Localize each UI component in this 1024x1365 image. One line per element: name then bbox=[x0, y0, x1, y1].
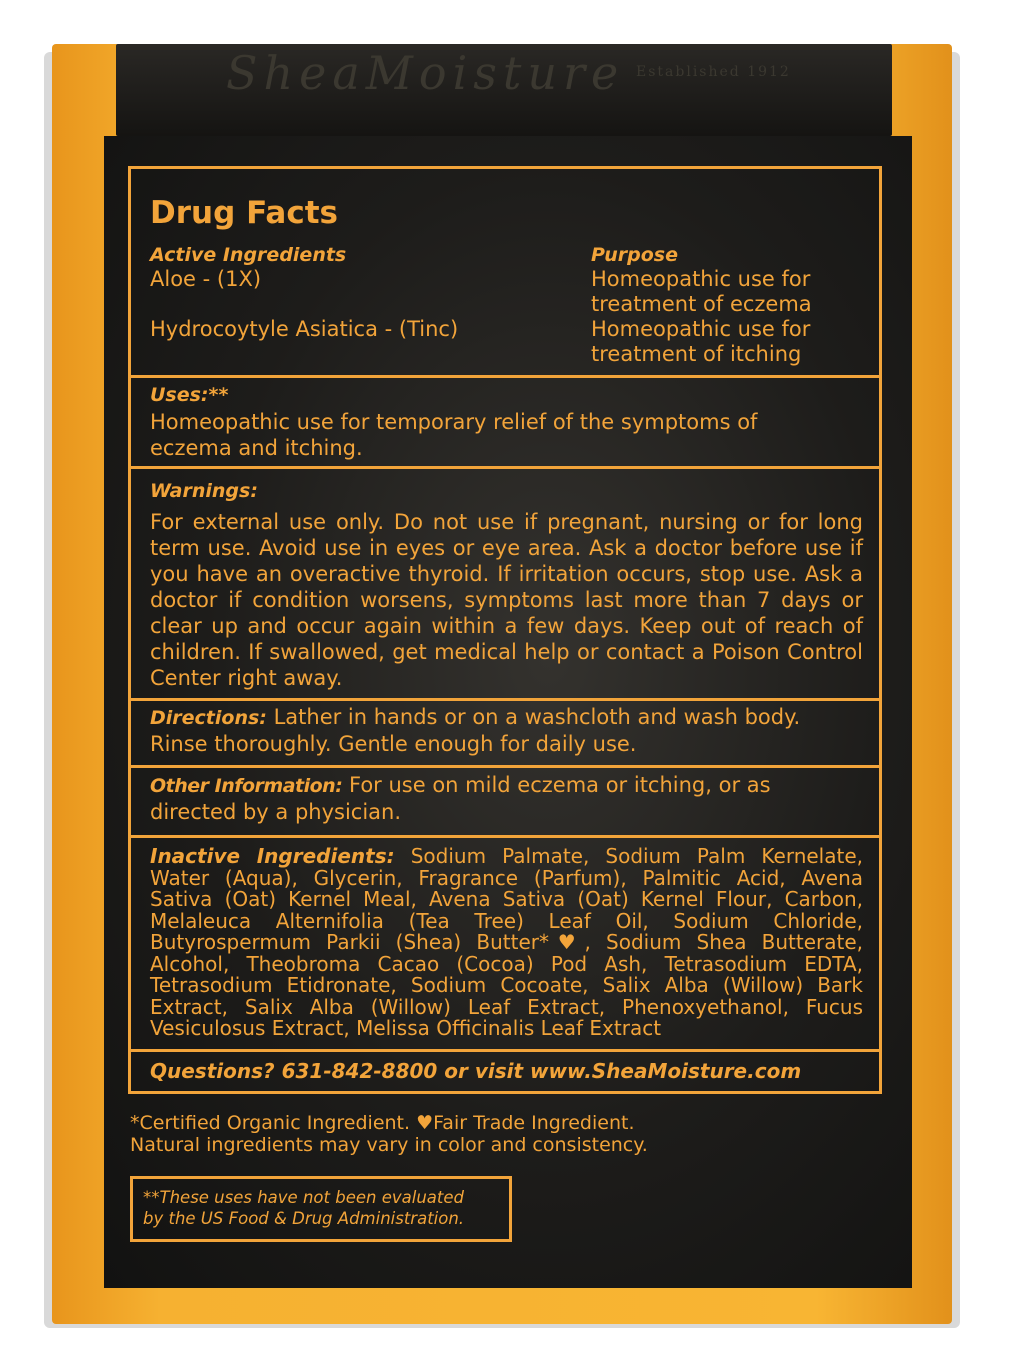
active-ingredient-name: Aloe - (1X) bbox=[150, 267, 262, 291]
directions-text: Lather in hands or on a washcloth and wash body. Rinse thoroughly. Gentle enough for daily use. bbox=[150, 705, 801, 756]
package-top-flap bbox=[116, 44, 892, 136]
active-ingredients-label: Active Ingredients bbox=[150, 244, 347, 266]
fda-disclaimer-line: **These uses have not been evaluated bbox=[143, 1188, 464, 1207]
active-ingredient-purpose: treatment of itching bbox=[591, 342, 802, 366]
fda-disclaimer-line: by the US Food & Drug Administration. bbox=[143, 1209, 465, 1228]
warnings-label: Warnings: bbox=[150, 480, 258, 502]
active-ingredient-purpose: Homeopathic use for bbox=[591, 317, 811, 341]
section-divider bbox=[131, 765, 879, 768]
uses-label: Uses:** bbox=[150, 384, 229, 406]
section-divider bbox=[131, 835, 879, 838]
active-ingredient-name: Hydrocoytyle Asiatica - (Tinc) bbox=[150, 317, 459, 341]
footnote-natural-variation: Natural ingredients may vary in color and consistency. bbox=[130, 1134, 648, 1156]
brand-logo: SheaMoisture bbox=[226, 46, 625, 100]
inactive-ingredients-label: Inactive Ingredients: bbox=[150, 844, 395, 868]
footnote-organic-fair-trade: *Certified Organic Ingredient. ♥Fair Trade Ingredient. bbox=[130, 1112, 635, 1134]
warnings-text: For external use only. Do not use if pregnant, nursing or for long term use. Avoid use in eyes or eye area. Ask a doctor before use if you have an overactive thyroid. If irritation occurs, stop use. Ask a doctor if condition worsens, symptoms last more than 7 days or clear up and occur again within a few days. Keep out of reach of children. If swallowed, get medical help or contact a Poison Control Center right away. bbox=[150, 510, 863, 690]
drug-facts-title: Drug Facts bbox=[150, 195, 338, 231]
active-ingredient-purpose: Homeopathic use for bbox=[591, 267, 811, 291]
footnotes bbox=[130, 1112, 648, 1156]
other-information-section bbox=[150, 772, 863, 825]
uses-text: Homeopathic use for temporary relief of the symptoms of eczema and itching. bbox=[150, 410, 758, 460]
purpose-label: Purpose bbox=[591, 244, 678, 266]
directions-section bbox=[150, 704, 819, 757]
section-divider bbox=[131, 466, 879, 469]
other-information-label: Other Information: bbox=[150, 775, 343, 797]
directions-label: Directions: bbox=[150, 707, 267, 729]
active-ingredient-purpose: treatment of eczema bbox=[591, 292, 812, 316]
fda-disclaimer-box bbox=[130, 1176, 512, 1242]
questions-contact: Questions? 631-842-8800 or visit www.SheaMoisture.com bbox=[150, 1059, 802, 1083]
other-information-text: For use on mild eczema or itching, or as directed by a physician. bbox=[150, 773, 771, 824]
drug-facts-box bbox=[128, 166, 882, 1094]
brand-established: Established 1912 bbox=[636, 64, 791, 80]
section-divider bbox=[131, 1049, 879, 1052]
inactive-ingredients-text: Sodium Palmate, Sodium Palm Kernelate, Water (Aqua), Glycerin, Fragrance (Parfum), Palmitic Acid, Avena Sativa (Oat) Kernel Meal, Avena Sativa (Oat) Kernel Flour, Carbon, Melaleuca Alternifolia (Tea Tree) Leaf Oil, Sodium Chloride, Butyrospermum Parkii (Shea) Butter*♥, Sodium Shea Butterate, Alcohol, Theobroma Cacao (Cocoa) Pod Ash, Tetrasodium EDTA, Tetrasodium Etidronate, Sodium Cocoate, Salix Alba (Willow) Bark Extract, Salix Alba (Willow) Leaf Extract, Phenoxyethanol, Fucus Vesiculosus Extract, Melissa Officinalis Leaf Extract bbox=[150, 844, 863, 1040]
section-divider bbox=[131, 375, 879, 378]
section-divider bbox=[131, 698, 879, 701]
inactive-ingredients-section bbox=[150, 846, 863, 1040]
